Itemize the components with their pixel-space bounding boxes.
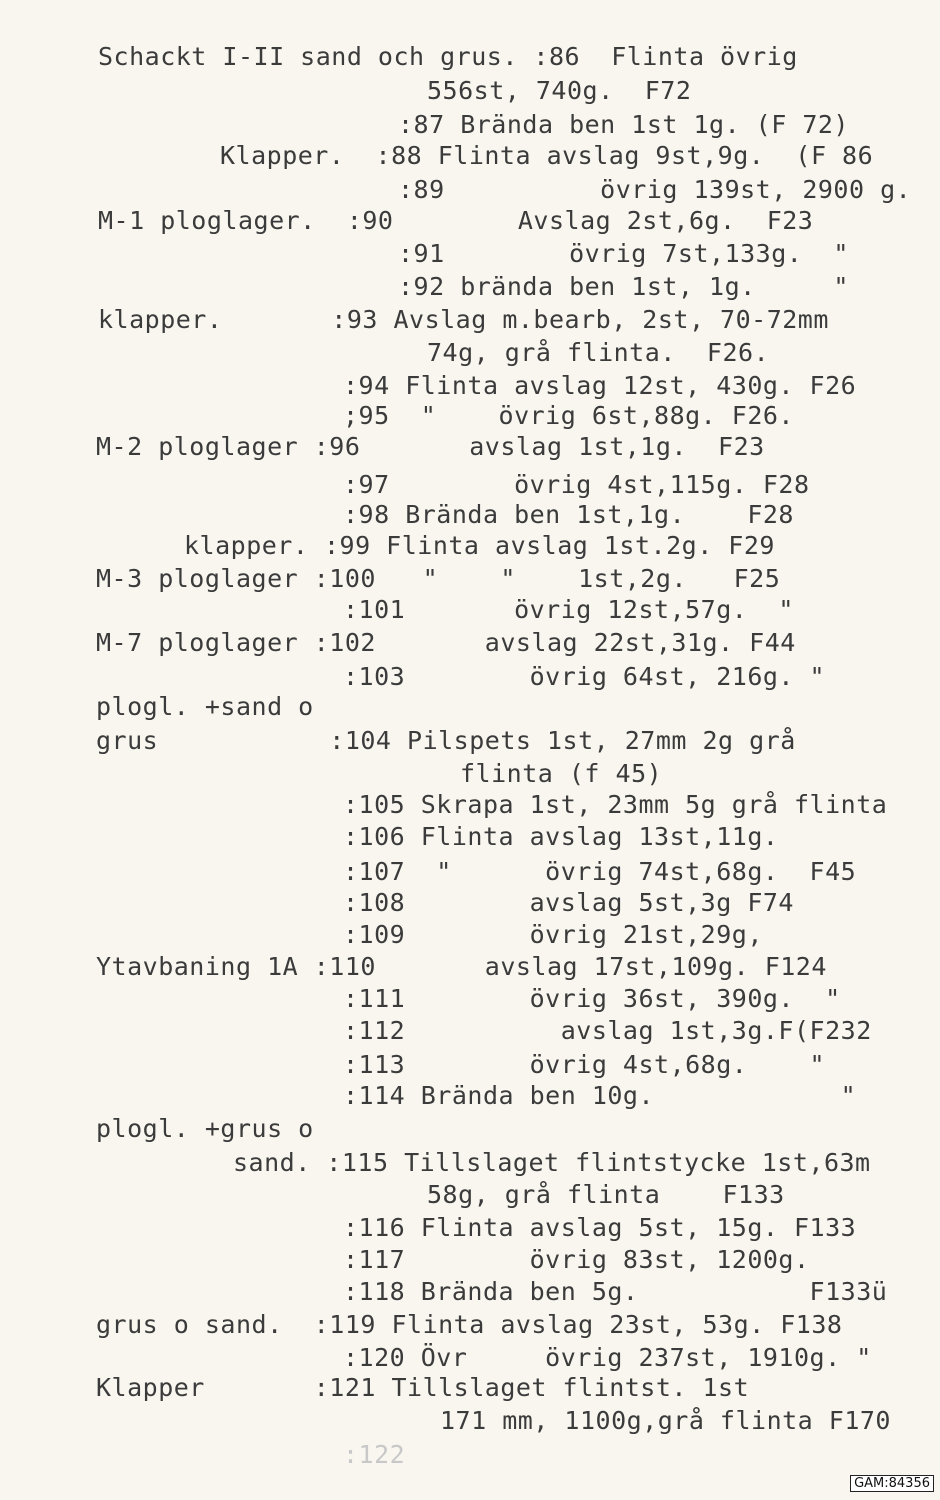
text-line: :118 Brända ben 5g. F133ü (343, 1277, 888, 1306)
text-line: M-7 ploglager :102 avslag 22st,31g. F44 (96, 628, 796, 657)
text-line: :117 övrig 83st, 1200g. (343, 1245, 810, 1274)
text-line: grus :104 Pilspets 1st, 27mm 2g grå (96, 726, 796, 755)
text-line: 58g, grå flinta F133 (427, 1180, 785, 1209)
text-line: klapper. :99 Flinta avslag 1st.2g. F29 (184, 531, 775, 560)
text-line: :106 Flinta avslag 13st,11g. (343, 822, 779, 851)
text-line: :107 " övrig 74st,68g. F45 (343, 857, 857, 886)
text-line: :89 övrig 139st, 2900 g. (398, 175, 912, 204)
text-line: ;95 " övrig 6st,88g. F26. (343, 401, 794, 430)
text-line: M-1 ploglager. :90 Avslag 2st,6g. F23 (98, 206, 814, 235)
archive-id-stamp: GAM:84356 (850, 1475, 934, 1492)
text-line: :105 Skrapa 1st, 23mm 5g grå flinta (343, 790, 888, 819)
text-line: 74g, grå flinta. F26. (427, 338, 770, 367)
text-line: :116 Flinta avslag 5st, 15g. F133 (343, 1213, 857, 1242)
text-line: grus o sand. :119 Flinta avslag 23st, 53g. F138 (96, 1310, 843, 1339)
text-line: :87 Brända ben 1st 1g. (F 72) (398, 110, 849, 139)
text-line: Klapper. :88 Flinta avslag 9st,9g. (F 86 (220, 141, 874, 170)
faint-text-line: :122 (343, 1440, 406, 1469)
text-line: :109 övrig 21st,29g, (343, 920, 763, 949)
text-line: plogl. +sand o (96, 692, 314, 721)
text-line: klapper. :93 Avslag m.bearb, 2st, 70-72mm (98, 305, 829, 334)
text-line: flinta (f 45) (460, 759, 663, 788)
text-line: plogl. +grus o (96, 1114, 314, 1143)
text-line: :108 avslag 5st,3g F74 (343, 888, 794, 917)
text-line: :113 övrig 4st,68g. " (343, 1050, 826, 1079)
text-line: :101 övrig 12st,57g. " (343, 595, 794, 624)
text-line: :103 övrig 64st, 216g. " (343, 662, 826, 691)
text-line: M-3 ploglager :100 " " 1st,2g. F25 (96, 564, 781, 593)
text-line: :112 avslag 1st,3g.F(F232 (343, 1016, 872, 1045)
text-line: :120 Övr övrig 237st, 1910g. " (343, 1343, 872, 1372)
text-line: :91 övrig 7st,133g. " (398, 239, 849, 268)
text-line: :114 Brända ben 10g. " (343, 1081, 857, 1110)
text-line: :98 Brända ben 1st,1g. F28 (343, 500, 794, 529)
text-line: Schackt I-II sand och grus. :86 Flinta övrig (98, 42, 798, 71)
text-line: M-2 ploglager :96 avslag 1st,1g. F23 (96, 432, 765, 461)
text-line: 171 mm, 1100g,grå flinta F170 (440, 1406, 891, 1435)
text-line: 556st, 740g. F72 (427, 76, 692, 105)
text-line: :94 Flinta avslag 12st, 430g. F26 (343, 371, 857, 400)
text-line: :111 övrig 36st, 390g. " (343, 984, 841, 1013)
text-line: :97 övrig 4st,115g. F28 (343, 470, 810, 499)
text-line: :92 brända ben 1st, 1g. " (398, 272, 849, 301)
text-line: Ytavbaning 1A :110 avslag 17st,109g. F124 (96, 952, 827, 981)
text-line: sand. :115 Tillslaget flintstycke 1st,63m (233, 1148, 871, 1177)
text-line: Klapper :121 Tillslaget flintst. 1st (96, 1373, 750, 1402)
